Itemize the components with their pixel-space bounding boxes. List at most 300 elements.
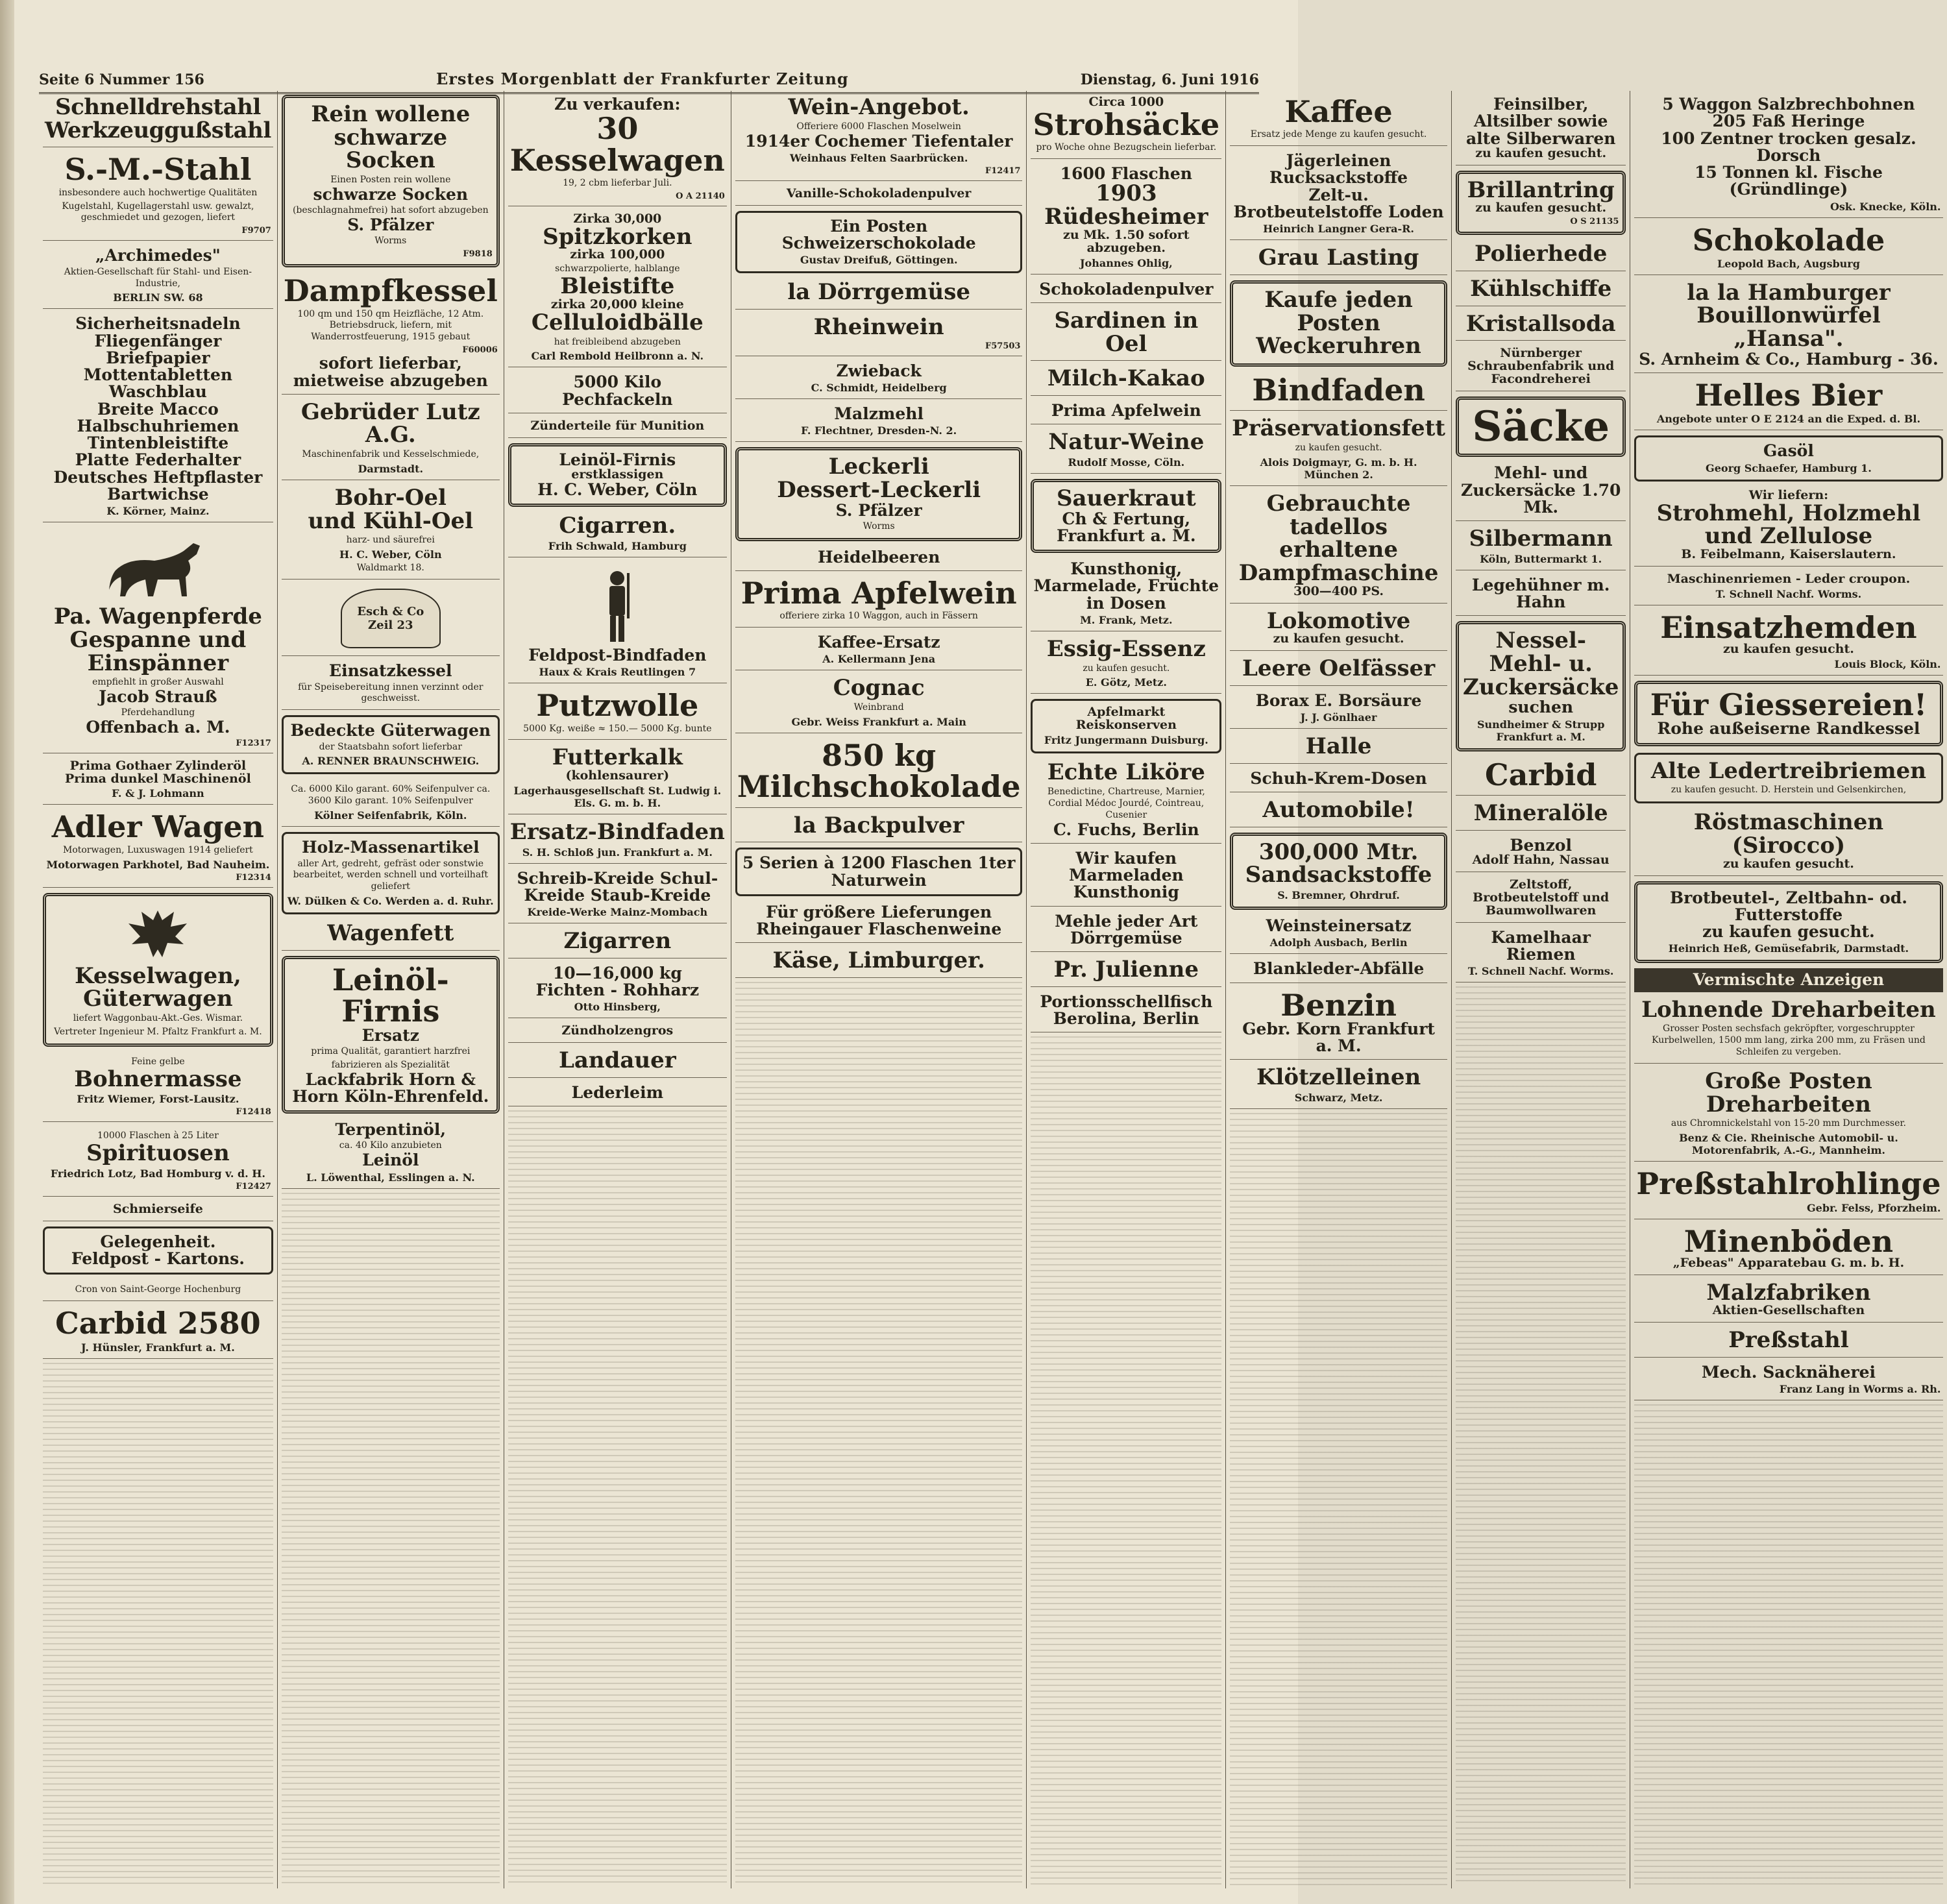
soldier-illustration (510, 567, 725, 644)
ad-mineraloele (1456, 799, 1626, 831)
ad-title: 850 kg Milchschokolade (737, 737, 1021, 805)
ad-title: Bohr-Oel (334, 485, 447, 511)
ad-body: aus Chromnickelstahl von 15-20 mm Durchmesser. (1671, 1118, 1906, 1129)
ad-title: Schokoladenpulver (1039, 279, 1214, 299)
ad-address: „Febeas" Apparatebau G. m. b. H. (1672, 1255, 1905, 1270)
ad-title: 100 Zentner trocken gesalz. Dorsch (1661, 128, 1916, 165)
ad-title: Brillantring (1467, 177, 1615, 203)
ad-address: Benz & Cie. Rheinische Automobil- u. Motorenfabrik, A.-G., Mannheim. (1679, 1132, 1898, 1157)
ad-address: H. C. Weber, Cöln (537, 480, 698, 500)
ad-title: Gasöl (1763, 441, 1814, 461)
column-1 (39, 91, 278, 1888)
ad-jaegerleinen (1230, 150, 1447, 240)
ad-kaese (735, 947, 1023, 978)
ad-naturwein (735, 848, 1023, 896)
ad-address: Köln, Buttermarkt 1. (1480, 552, 1602, 565)
ad-apfelwein (735, 575, 1023, 628)
ad-bindfaden (1230, 372, 1447, 411)
ad-doerrgemuese (735, 278, 1023, 310)
ad-reiskonserven (1031, 699, 1221, 753)
ad-subtitle: Prima dunkel Maschinenöl (65, 771, 251, 786)
page-header (39, 62, 1259, 94)
ad-title: Wir liefern: (1748, 487, 1829, 502)
ad-title: Futterkalk (552, 744, 683, 771)
ad-title: Silbermann (1469, 526, 1613, 552)
ad-title: Polierhede (1474, 241, 1608, 267)
ad-polierhede (1456, 240, 1626, 271)
column-fill (1031, 1036, 1221, 1886)
ad-body: Ersatz jede Menge zu kaufen gesucht. (1250, 129, 1427, 140)
ad-pressstahl (1634, 1326, 1942, 1358)
ad-title: Zünderteile für Munition (530, 418, 705, 433)
ad-title: Carbid (1484, 757, 1597, 792)
ad-weinsteinersatz (1230, 915, 1447, 954)
ad-body: zu kaufen gesucht. (1475, 145, 1607, 160)
ad-gelegenheit (43, 1227, 273, 1275)
ad-title: Essig-Essenz (1046, 635, 1206, 662)
ad-title: zirka 20,000 kleine (550, 297, 684, 311)
ad-address: J. J. Gönlhaer (1300, 711, 1377, 724)
ad-bouillonwuerfel (1634, 279, 1942, 373)
ad-address: Gebr. Weiss Frankfurt a. Main (791, 715, 966, 728)
ad-title: Platte Federhalter (75, 450, 241, 470)
ad-body: ca. 40 Kilo anzubieten (339, 1140, 442, 1151)
ad-halle (1230, 733, 1447, 764)
ad-title: Zigarren (563, 928, 672, 955)
ad-title: Zu verkaufen: (554, 95, 681, 114)
ad-fisch-lebensmittel (1634, 93, 1942, 218)
ad-body: hat freibleibend abzugeben (554, 336, 681, 347)
ad-title: Rheinwein (813, 313, 944, 340)
ad-title: 5 Waggon Salzbrechbohnen (1662, 95, 1915, 114)
ad-address: Frih Schwald, Hamburg (548, 540, 687, 552)
ad-address: BERLIN SW. 68 (113, 291, 203, 304)
ad-apfelwein-2 (1031, 400, 1221, 424)
ad-address: T. Schnell Nachf. Worms. (1467, 965, 1614, 978)
ad-brillantring (1456, 171, 1626, 236)
header-date: Dienstag, 6. Juni 1916 (1080, 71, 1259, 88)
ad-kloetzelleinen (1230, 1064, 1447, 1109)
header-masthead: Erstes Morgenblatt der Frankfurter Zeitung (435, 69, 849, 88)
ad-address: F. & J. Lohmann (112, 787, 204, 800)
ad-kristallsoda (1456, 310, 1626, 341)
column-7 (1452, 91, 1630, 1888)
ad-title: Mehl- und Zuckersäcke 1.70 Mk. (1461, 463, 1621, 517)
ad-lokomotive (1230, 607, 1447, 652)
ad-title: Gelegenheit. (100, 1232, 216, 1251)
ad-body: harz- und säurefrei (346, 535, 435, 546)
ad-subtitle: Zelt-u. Brotbeutelstoffe Loden (1233, 185, 1444, 221)
ad-subtitle: Rohe außeiserne Randkessel (1657, 719, 1920, 738)
ad-title: Benzin (1280, 987, 1397, 1023)
ad-pressstahlrohlinge (1634, 1166, 1942, 1219)
ad-title: Zündholzengros (561, 1023, 674, 1038)
ad-title: Nürnberger Schraubenfabrik und Facondreherei (1467, 346, 1615, 387)
ad-body: Angebote unter O E 2124 an die Exped. d. Bl. (1656, 413, 1921, 426)
ad-body: offeriere zirka 10 Waggon, auch in Fässern (779, 611, 978, 622)
column-4 (731, 91, 1027, 1888)
ad-subtitle: Gespanne und Einspänner (69, 626, 247, 676)
ad-wollene-socken (282, 95, 500, 267)
ad-title: 5 Serien à 1200 Flaschen 1ter Naturwein (742, 853, 1016, 890)
ad-blankleder (1230, 958, 1447, 983)
ad-code: F12427 (236, 1182, 271, 1192)
ad-title: Kunsthonig, Marmelade, Früchte in Dosen (1033, 559, 1219, 613)
column-fill (43, 1363, 273, 1886)
ad-subtitle: und Kühl-Oel (308, 507, 474, 534)
ad-mehle (1031, 910, 1221, 953)
ad-title: Vanille-Schokoladenpulver (786, 186, 972, 201)
ad-title: Dampfkessel (283, 273, 498, 309)
ad-address: Weinhaus Felten Saarbrücken. (789, 151, 968, 164)
ad-address: C. Fuchs, Berlin (1053, 820, 1199, 839)
ad-address: Carl Rembold Heilbronn a. N. (531, 350, 704, 363)
ad-title: S.-M.-Stahl (64, 152, 252, 188)
ad-body: Weinbrand (853, 702, 904, 713)
ad-address: Gebr. Felss, Pforzheim. (1806, 1201, 1941, 1214)
ad-legehuehner (1456, 574, 1626, 616)
ad-title: Breite Macco Halbschuhriemen (77, 399, 239, 435)
ad-body: zu kaufen gesucht. (1295, 442, 1382, 453)
ad-schmierseife (43, 1201, 273, 1221)
ad-title: Grau Lasting (1258, 245, 1419, 271)
ad-title: Nessel-Mehl- u. Zuckersäcke (1462, 628, 1619, 700)
ad-city: Worms (374, 236, 407, 247)
ad-zuendholz (508, 1022, 727, 1043)
ad-julienne (1031, 956, 1221, 987)
ad-address: H. C. Weber, Cöln (339, 548, 442, 561)
ad-subtitle: Feine gelbe (131, 1056, 185, 1067)
ad-title: Zwieback (836, 361, 922, 380)
ad-subtitle: Ersatz (361, 1025, 419, 1045)
ad-title: Benzol (1510, 835, 1572, 855)
ad-title: Einsatzkessel (329, 661, 452, 681)
ad-title: Spirituosen (86, 1140, 230, 1167)
ad-sandsackstoffe (1230, 833, 1447, 910)
ad-address: A. Kellermann Jena (822, 653, 936, 666)
ad-title: Prima Apfelwein (1051, 400, 1201, 420)
ad-title: Brotbeutel-, Zeltbahn- od. Futterstoffe (1669, 888, 1907, 924)
ad-spirituosen (43, 1126, 273, 1197)
ad-title: Tintenbleistifte (87, 433, 229, 453)
ad-title: Einsatzhemden (1660, 609, 1917, 645)
ad-code: F57503 (985, 341, 1021, 351)
ad-title: Bartwichse (107, 484, 209, 504)
ad-wein-angebot (735, 93, 1023, 181)
ad-nessel-saecke (1456, 621, 1626, 751)
ad-address: Haux & Krais Reutlingen 7 (539, 666, 696, 679)
ad-code: F60006 (462, 345, 498, 356)
ad-address: Rudolf Mosse, Cöln. (1068, 456, 1185, 469)
ad-title: Sardinen in Oel (1054, 307, 1199, 357)
ad-address: K. Körner, Mainz. (106, 505, 210, 518)
ad-subtitle: Aktien-Gesellschaften (1712, 1303, 1865, 1318)
column-2 (278, 91, 504, 1888)
ad-title: Kaffee (1284, 94, 1393, 129)
ad-title: Ein Posten Schweizerschokolade (781, 216, 976, 253)
ad-title: Cigarren. (559, 513, 676, 539)
ad-title: Käse, Limburger. (772, 947, 985, 974)
ad-body: liefert Waggonbau-Akt.-Ges. Wismar. (73, 1013, 243, 1024)
ad-title: Schokolade (1692, 222, 1885, 258)
ad-benzol (1456, 835, 1626, 872)
ad-title: Klötzelleinen (1256, 1064, 1421, 1091)
ad-address: C. Schmidt, Heidelberg (811, 381, 947, 394)
ad-address: S. Pfälzer (835, 500, 922, 520)
ad-ledertreibriemen (1634, 753, 1942, 804)
ad-landauer (508, 1047, 727, 1078)
ad-title: Minenböden (1684, 1223, 1894, 1259)
ad-address: Lagerhausgesellschaft St. Ludwig i. Els. G. m. b. H. (513, 785, 722, 810)
ad-title: Circa 1000 (1088, 95, 1164, 109)
ad-body: 19, 2 cbm lieferbar Juli. (563, 177, 672, 188)
ad-body: insbesondere auch hochwertige Qualitäten (58, 187, 258, 198)
ad-title: Prima Gothaer Zylinderöl (69, 758, 247, 773)
ad-title: Preßstahlrohlinge (1636, 1166, 1941, 1202)
ad-einsatzhemden (1634, 609, 1942, 676)
column-6 (1226, 91, 1452, 1888)
ad-title: 15 Tonnen kl. Fische (Gründlinge) (1694, 163, 1883, 199)
ad-sm-stahl (43, 151, 273, 241)
ad-title: Kristallsoda (1465, 310, 1616, 337)
ad-sauerkraut (1031, 479, 1221, 553)
ad-title: Röstmaschinen (Sirocco) (1693, 809, 1884, 859)
ad-title: Pa. Wagenpferde (53, 604, 262, 630)
ad-columns (39, 91, 1941, 1888)
ad-silbermann (1456, 525, 1626, 570)
ad-cron (43, 1280, 273, 1301)
ad-zuckersaecke (1456, 462, 1626, 521)
ad-body: 100 qm und 150 qm Heizfläche, 12 Atm. Betriebsdruck, liefern, mit Wanderrostfeuerung, 1915 gebaut (297, 308, 484, 343)
ad-zuenderteile (508, 417, 727, 438)
ad-zu-verkaufen (508, 93, 727, 206)
ad-schuh-krem (1230, 768, 1447, 792)
ad-body: 10000 Flaschen à 25 Liter (97, 1130, 219, 1141)
ad-title: Halle (1305, 733, 1372, 760)
ad-title: la la Hamburger Bouillonwürfel (1687, 279, 1891, 329)
ad-fichten-rohharz (508, 962, 727, 1019)
ad-borax (1230, 690, 1447, 729)
ad-body: für Speisebereitung innen verzinnt oder geschweisst. (298, 681, 484, 704)
ad-body: Motorwagen, Luxuswagen 1914 geliefert (62, 844, 253, 855)
column-fill (1230, 1113, 1447, 1886)
ad-title: „Archimedes" (95, 246, 221, 265)
ad-title: Schuh-Krem-Dosen (1250, 768, 1427, 788)
column-fill (508, 1110, 727, 1886)
ad-title: 10—16,000 kg (552, 963, 682, 983)
ad-title: Zirka 30,000 (573, 211, 662, 226)
ad-malzfabriken (1634, 1279, 1942, 1323)
ad-title: Pr. Julienne (1053, 957, 1199, 983)
ad-grosse-posten-dreharbeiten (1634, 1068, 1942, 1162)
ad-title: Kaffee-Ersatz (817, 633, 940, 652)
ad-address: S. Arnheim & Co., Hamburg - 36. (1639, 349, 1939, 369)
ad-title: Ersatz-Bindfaden (509, 819, 725, 846)
ad-minenboeden (1634, 1223, 1942, 1275)
ad-praeservationsfett (1230, 415, 1447, 486)
ad-address: M. Frank, Metz. (1080, 613, 1173, 626)
ad-body: schwarzpolierte, halblange (555, 263, 680, 275)
ad-title: Kaufe jeden Posten Weckeruhren (1256, 286, 1421, 360)
ad-title: Sauerkraut (1056, 485, 1196, 511)
ad-title: Gebrüder Lutz A.G. (300, 398, 480, 448)
ad-strohsaecke (1031, 93, 1221, 159)
ad-pechfackeln (508, 371, 727, 413)
ad-address: B. Feibelmann, Kaiserslautern. (1681, 546, 1896, 561)
ad-code: F9707 (241, 226, 271, 236)
ad-title: Kesselwagen, Güterwagen (75, 962, 241, 1012)
ad-kreide (508, 868, 727, 924)
ad-address: F. Flechtner, Dresden-N. 2. (801, 424, 957, 437)
ad-body: 5000 Kg. weiße ≈ 150.— 5000 Kg. bunte (523, 723, 712, 734)
ad-body: Benedictine, Chartreuse, Marnier, Cordial Médoc Jourdé, Cointreau, Cusenier (1047, 786, 1205, 820)
ad-address: Kreide-Werke Mainz-Mombach (527, 906, 708, 919)
ad-subtitle: Fichten - Rohharz (535, 981, 700, 1000)
ad-body: Offeriere 6000 Flaschen Moselwein (796, 121, 961, 132)
ad-body: zu kaufen gesucht. (1723, 856, 1854, 871)
ad-body: Vertreter Ingenieur M. Pfaltz Frankfurt a. M. (54, 1026, 262, 1037)
ad-title: Blankleder-Abfälle (1253, 959, 1425, 979)
ad-milch-kakao (1031, 365, 1221, 396)
ad-subtitle: Dessert-Leckerli (777, 476, 981, 503)
ad-body: zu kaufen gesucht. (1273, 631, 1404, 646)
ad-oelfaesser (1230, 655, 1447, 686)
ad-body: zu Mk. 1.50 sofort abzugeben. (1063, 227, 1190, 255)
ad-address: Sundheimer & Strupp Frankfurt a. M. (1476, 718, 1605, 743)
logo-subtext: Zeil 23 (368, 618, 413, 633)
ad-subtitle: sofort lieferbar, mietweise abzugeben (293, 354, 488, 390)
ad-body: Aktien-Gesellschaft für Stahl- und Eisen-Industrie, (64, 266, 252, 289)
ad-body: suchen (1508, 698, 1574, 717)
ad-address: Fritz Jungermann Duisburg. (1044, 734, 1208, 747)
ad-body: zu kaufen gesucht. (1723, 642, 1854, 657)
ad-automobile (1230, 796, 1447, 827)
ad-echte-likoere (1031, 759, 1221, 844)
ad-address: L. Löwenthal, Esslingen a. N. (306, 1171, 475, 1184)
ad-zylinderoel (43, 757, 273, 805)
ad-title: Heidelbeeren (817, 547, 940, 567)
ad-title: Natur-Weine (1048, 429, 1205, 456)
ad-code: O A 21140 (676, 191, 725, 201)
ad-subtitle: Rheingauer Flaschenweine (756, 920, 1002, 939)
ad-title: 1600 Flaschen (1060, 164, 1192, 184)
ad-code: F12418 (236, 1107, 271, 1117)
ad-address: Lackfabrik Horn & Horn Köln-Ehrenfeld. (292, 1069, 489, 1106)
ad-title: Legehühner m. Hahn (1471, 575, 1610, 612)
ad-body: pro Woche ohne Bezugschein lieferbar. (1036, 142, 1217, 153)
ad-subtitle: Celluloidbälle (531, 309, 704, 336)
ad-title: Terpentinöl, (335, 1120, 447, 1140)
ad-putzwolle (508, 687, 727, 740)
ad-subtitle: Leinöl (362, 1151, 419, 1170)
ad-essig-essenz (1031, 635, 1221, 694)
ad-title: Kühlschiffe (1470, 276, 1612, 302)
ad-address: Adolph Ausbach, Berlin (1269, 936, 1408, 949)
ad-einsatzkessel (282, 660, 500, 710)
ad-gebrueder-lutz (282, 398, 500, 480)
ad-feinsilber (1456, 93, 1626, 165)
ad-seifenpulver (282, 779, 500, 827)
ad-zeltstoff (1456, 876, 1626, 923)
ad-title: Mech. Sacknäherei (1701, 1363, 1876, 1382)
ad-address: Leopold Bach, Augsburg (1717, 257, 1860, 270)
ad-title: Schmierseife (113, 1202, 203, 1217)
ad-title: Leinöl-Firnis (332, 962, 449, 1029)
ad-body: erstklassigen (571, 467, 664, 482)
ad-sardinen (1031, 307, 1221, 361)
ad-archimedes (43, 245, 273, 309)
ad-ersatz-bindfaden (508, 818, 727, 864)
ad-code: O S 21135 (1570, 217, 1619, 227)
ad-schweizerschokolade (735, 211, 1023, 274)
ad-dampfkessel (282, 273, 500, 395)
ad-title: Rein wollene schwarze Socken (311, 101, 471, 174)
logo-text: Esch & Co (357, 605, 424, 619)
ad-heidelbeeren (735, 546, 1023, 571)
ad-title: Helles Bier (1695, 378, 1883, 413)
ad-address: Kölner Seifenfabrik, Köln. (314, 809, 467, 822)
column-5 (1027, 91, 1226, 1888)
ad-title: Maschinenriemen - Leder croupon. (1667, 571, 1911, 586)
ad-title: Leere Oelfässer (1242, 655, 1436, 682)
ad-title: Sicherheitsnadeln (75, 314, 241, 334)
ad-title: Bedeckte Güterwagen (290, 721, 491, 740)
ad-strohmehl (1634, 487, 1942, 567)
ad-address: T. Schnell Nachf. Worms. (1715, 587, 1862, 600)
ad-title: Mehle jeder Art Dörrgemüse (1055, 911, 1198, 947)
ad-title: 205 Faß Heringe (1712, 112, 1865, 131)
ad-title: Apfelmarkt (1087, 705, 1166, 720)
ad-title: zirka 100,000 (570, 247, 665, 262)
ad-title: Cognac (833, 675, 925, 702)
ad-body: Einen Posten rein wollene (330, 175, 451, 186)
ad-title: Für Giessereien! (1650, 687, 1928, 723)
ad-subtitle: 1914er Cochemer Tiefentaler (744, 131, 1013, 151)
ad-title: Bohnermasse (74, 1066, 242, 1092)
ad-title: Malzmehl (834, 404, 924, 423)
ad-terpentinoel (282, 1119, 500, 1188)
ad-title: Holz-Massenartikel (301, 838, 480, 857)
ad-lederleim (508, 1082, 727, 1106)
ad-subtitle: Strohmehl, Holzmehl und Zellulose (1656, 500, 1921, 550)
ad-schokolade (1634, 222, 1942, 275)
ad-address: Heinrich Heß, Gemüsefabrik, Darmstadt. (1668, 942, 1909, 955)
ad-title: Leckerli (828, 454, 929, 480)
ad-title: la Dörrgemüse (787, 279, 970, 306)
ad-title: Große Posten Dreharbeiten (1705, 1068, 1872, 1117)
ad-rheinwein (735, 313, 1023, 356)
ad-schraubenfabrik (1456, 345, 1626, 391)
ad-backpulver (735, 812, 1023, 843)
ad-spitzkorken (508, 210, 727, 368)
ad-holz-massenartikel (282, 832, 500, 914)
ad-leinoel-firnis-2 (508, 443, 727, 507)
ad-subtitle: Strohsäcke (1033, 106, 1220, 142)
horse-illustration (45, 531, 271, 603)
ad-gasoel (1634, 435, 1942, 481)
ad-flaschenweine (735, 901, 1023, 944)
ad-kesselwagen (43, 893, 273, 1047)
ad-address: Louis Block, Köln. (1834, 658, 1941, 671)
ad-address: Motorwagen Parkhotel, Bad Nauheim. (46, 858, 270, 871)
ad-address: Ch & Fertung, Frankfurt a. M. (1057, 509, 1196, 545)
ad-subtitle: Feldpost - Kartons. (71, 1249, 245, 1269)
ad-zwieback (735, 360, 1023, 399)
ad-title: Briefpapier (106, 348, 210, 367)
ad-title: Borax E. Borsäure (1255, 690, 1422, 710)
ad-address: Alois Doigmayr, G. m. b. H. München 2. (1260, 456, 1417, 481)
ad-leckerli (735, 447, 1023, 541)
